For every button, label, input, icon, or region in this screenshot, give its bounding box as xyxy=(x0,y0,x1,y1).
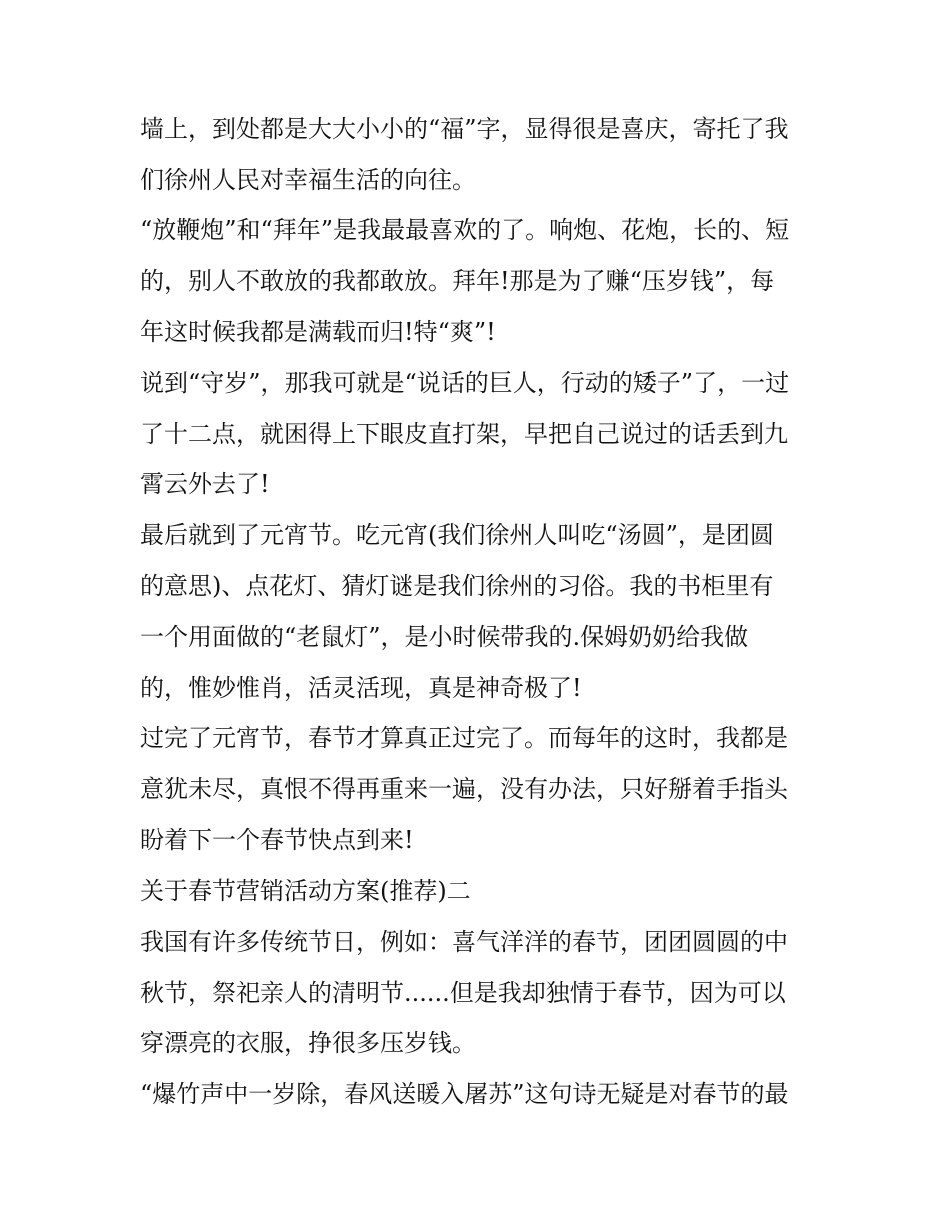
text-line: 盼着下一个春节快点到来! xyxy=(140,826,414,854)
text-line: 秋节，祭祀亲人的清明节......但是我却独情于春节，因为可以 xyxy=(140,979,786,1007)
text-line: 墙上，到处都是大大小小的“福”字，显得很是喜庆，寄托了我 xyxy=(140,115,789,143)
text-line: 过完了元宵节，春节才算真正过完了。而每年的这时，我都是 xyxy=(140,724,788,752)
text-line: 的意思)、点花灯、猜灯谜是我们徐州的习俗。我的书柜里有 xyxy=(140,572,774,600)
text-line: 说到“守岁”，那我可就是“说话的巨人，行动的矮子”了，一过 xyxy=(140,369,790,397)
text-line: 们徐州人民对幸福生活的向往。 xyxy=(140,166,476,194)
text-line: 我国有许多传统节日，例如：喜气洋洋的春节，团团圆圆的中 xyxy=(140,928,788,956)
text-line: “放鞭炮”和“拜年”是我最最喜欢的了。响炮、花炮，长的、短 xyxy=(140,216,790,244)
text-line: 意犹未尽，真恨不得再重来一遍，没有办法，只好掰着手指头 xyxy=(140,775,788,803)
text-line: 了十二点，就困得上下眼皮直打架，早把自己说过的话丢到九 xyxy=(140,420,788,448)
text-line: 的，惟妙惟肖，活灵活现，真是神奇极了! xyxy=(140,674,582,702)
text-line: 最后就到了元宵节。吃元宵(我们徐州人叫吃“汤圆”，是团圆 xyxy=(140,521,774,549)
section-heading: 关于春节营销活动方案(推荐)二 xyxy=(140,877,471,905)
text-line: 霄云外去了! xyxy=(140,470,270,498)
text-line: “爆竹声中一岁除，春风送暖入屠苏”这句诗无疑是对春节的最 xyxy=(140,1080,789,1108)
text-line: 的，别人不敢放的我都敢放。拜年!那是为了赚“压岁钱”，每 xyxy=(140,267,775,295)
text-line: 穿漂亮的衣服，挣很多压岁钱。 xyxy=(140,1029,476,1057)
text-line: 一个用面做的“老鼠灯”，是小时候带我的.保姆奶奶给我做 xyxy=(140,623,749,651)
text-line: 年这时候我都是满载而归!特“爽”! xyxy=(140,318,496,346)
